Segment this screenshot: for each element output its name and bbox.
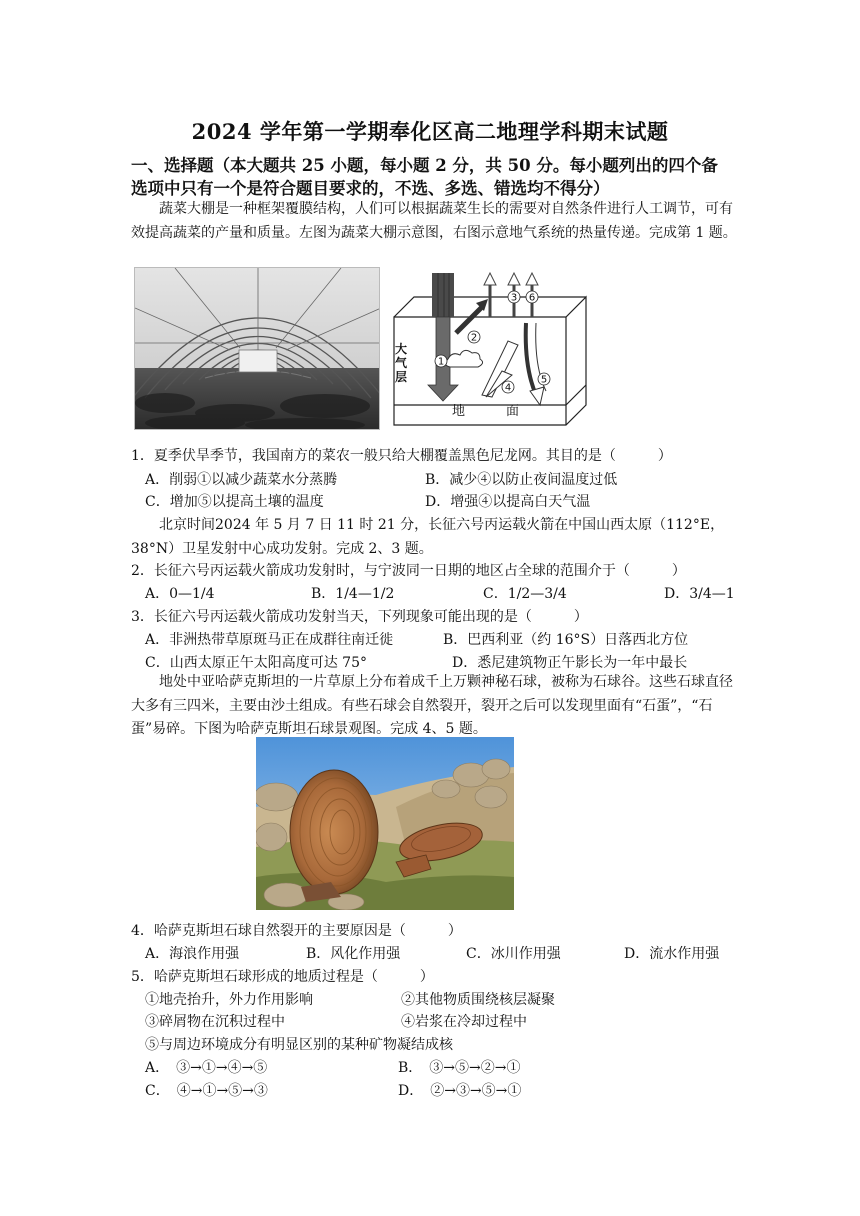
q3-option-d: D．悉尼建筑物正午影长为一年中最长 xyxy=(452,655,688,671)
q3-stem: 3．长征六号丙运载火箭成功发射当天，下列现象可能出现的是（ ） xyxy=(131,609,588,625)
intro-q2-q3: 北京时间2024 年 5 月 7 日 11 时 21 分，长征六号丙运载火箭在中国山西太原（112°E，38°N）卫星发射中心成功发射。完成 2、3 题。 xyxy=(131,517,725,557)
heat-transfer-diagram xyxy=(386,267,594,430)
q2-stem: 2．长征六号丙运载火箭成功发射时，与宁波同一日期的地区占全球的范围介于（ ） xyxy=(131,563,686,579)
section-heading-line2: 选项中只有一个是符合题目要求的，不选、多选、错选均不得分） xyxy=(131,179,610,198)
svg-text:6: 6 xyxy=(528,292,536,304)
q5-item-5: ⑤与周边环境成分有明显区别的某种矿物凝结成核 xyxy=(145,1037,453,1053)
q5-item-2: ②其他物质围绕核层凝聚 xyxy=(401,992,555,1008)
q1-option-b: B．减少④以防止夜间温度过低 xyxy=(425,472,618,488)
q4-stem: 4．哈萨克斯坦石球自然裂开的主要原因是（ ） xyxy=(131,923,462,939)
q5-item-3: ③碎屑物在沉积过程中 xyxy=(145,1014,285,1030)
intro-q4-q5: 地处中亚哈萨克斯坦的一片草原上分布着成千上万颗神秘石球，被称为石球谷。这些石球直径大多有三四米，主要由沙土组成。有些石球会自然裂开，裂开之后可以发现里面有“石蛋”，“石蛋”易碎。下图为哈萨克斯坦石球景观图。完成 4、5 题。 xyxy=(131,674,733,737)
atmosphere-label: 大气层 xyxy=(395,342,408,384)
q4-option-b: B．风化作用强 xyxy=(306,946,401,962)
q3-option-c: C．山西太原正午太阳高度可达 75° xyxy=(145,655,367,671)
q4-option-a: A．海浪作用强 xyxy=(145,946,240,962)
q5-option-a: A． ③→①→④→⑤ xyxy=(145,1060,268,1076)
svg-text:4: 4 xyxy=(504,382,512,394)
q2-option-a: A．0—1/4 xyxy=(145,586,215,602)
q3-option-a: A．非洲热带草原斑马正在成群往南迁徙 xyxy=(145,632,394,648)
greenhouse-photo xyxy=(134,267,380,430)
q3-option-b: B．巴西利亚（约 16°S）日落西北方位 xyxy=(443,632,689,648)
stone-ball-photo xyxy=(256,737,514,910)
q2-option-c: C．1/2—3/4 xyxy=(483,586,567,602)
q5-stem: 5．哈萨克斯坦石球形成的地质过程是（ ） xyxy=(131,969,434,985)
q5-option-d: D． ②→③→⑤→① xyxy=(398,1083,522,1099)
q1-option-a: A．削弱①以减少蔬菜水分蒸腾 xyxy=(145,472,338,488)
q4-option-d: D．流水作用强 xyxy=(624,946,720,962)
q2-option-b: B．1/4—1/2 xyxy=(311,586,395,602)
section-heading-line1: 一、选择题（本大题共 25 小题，每小题 2 分，共 50 分。每小题列出的四个备 xyxy=(131,156,718,175)
page-title: 2024 学年第一学期奉化区高二地理学科期末试题 xyxy=(191,119,669,144)
q5-option-b: B． ③→⑤→②→① xyxy=(398,1060,521,1076)
q1-option-c: C．增加⑤以提高土壤的温度 xyxy=(145,494,324,510)
q2-option-d: D．3/4—1 xyxy=(664,586,735,602)
q1-option-d: D．增强④以提高白天气温 xyxy=(425,494,591,510)
ground-label-1: 地 xyxy=(452,404,466,419)
q4-option-c: C．冰川作用强 xyxy=(466,946,561,962)
q5-option-c: C． ④→①→⑤→③ xyxy=(145,1083,268,1099)
q5-item-1: ①地壳抬升，外力作用影响 xyxy=(145,992,313,1008)
svg-text:2: 2 xyxy=(470,332,478,344)
q1-stem: 1．夏季伏旱季节，我国南方的菜农一般只给大棚覆盖黑色尼龙网。其目的是（ ） xyxy=(131,448,672,464)
intro-q1: 蔬菜大棚是一种框架覆膜结构，人们可以根据蔬菜生长的需要对自然条件进行人工调节，可有效提高蔬菜的产量和质量。左图为蔬菜大棚示意图，右图示意地气系统的热量传递。完成第 1 题。 xyxy=(131,201,737,241)
svg-text:1: 1 xyxy=(437,356,445,368)
ground-label-2: 面 xyxy=(506,404,520,419)
svg-text:5: 5 xyxy=(540,374,548,386)
q5-item-4: ④岩浆在冷却过程中 xyxy=(401,1014,527,1030)
svg-text:3: 3 xyxy=(510,292,518,304)
